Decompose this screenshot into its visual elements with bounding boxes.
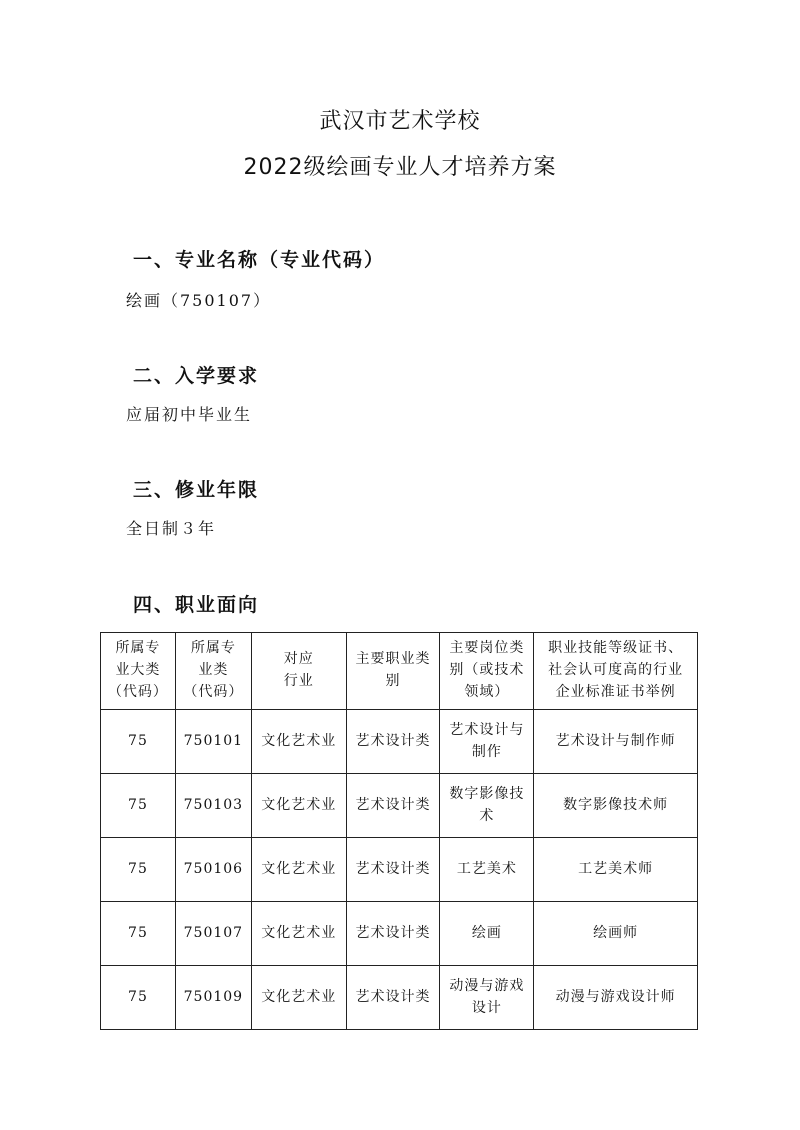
cell-text-line: 艺术设计类 xyxy=(355,796,431,813)
cell-text-line: 文化艺术业 xyxy=(261,860,337,877)
table-cell xyxy=(175,902,251,966)
table-cell xyxy=(440,966,534,1030)
cell-text-line: 设计 xyxy=(471,999,502,1016)
cell-text-line: 750107 xyxy=(183,924,244,941)
cell-text-line: 动漫与游戏设计师 xyxy=(555,988,676,1005)
cell-text-line: 数字影像技术师 xyxy=(563,796,669,813)
table-cell xyxy=(440,902,534,966)
section-heading-career: 四、职业面向 xyxy=(133,594,260,616)
career-table xyxy=(100,632,698,1030)
major-name-text: 绘画（750107） xyxy=(126,291,272,310)
cell-text-line: 绘画 xyxy=(471,924,502,941)
cell-text-line: 75 xyxy=(128,796,148,813)
cell-text-line: 工艺美术师 xyxy=(578,860,654,877)
cell-text-line: 所属专 xyxy=(190,640,236,657)
cell-text-line: （代码） xyxy=(183,683,244,700)
table-cell xyxy=(101,774,176,838)
cell-text-line: 750103 xyxy=(183,796,244,813)
cell-text-line: 别 xyxy=(385,673,401,689)
cell-text-line: 主要岗位类 xyxy=(449,640,525,657)
table-row xyxy=(101,838,698,902)
table-cell xyxy=(346,774,440,838)
table-cell xyxy=(346,902,440,966)
cell-text-line: 750106 xyxy=(183,860,244,877)
table-cell xyxy=(251,966,346,1030)
table-header-cell xyxy=(440,633,534,710)
table-cell xyxy=(175,774,251,838)
cell-text-line: 750101 xyxy=(183,732,244,749)
table-cell xyxy=(175,966,251,1030)
table-cell xyxy=(251,838,346,902)
cell-text-line: 术 xyxy=(479,807,495,824)
cell-text-line: 艺术设计类 xyxy=(355,924,431,941)
cell-text-line: 制作 xyxy=(471,743,502,760)
table-cell xyxy=(534,774,698,838)
cell-text-line: 职业技能等级证书、 xyxy=(548,640,684,657)
table-cell xyxy=(101,902,176,966)
table-cell xyxy=(101,710,176,774)
cell-text-line: 75 xyxy=(128,732,148,749)
cell-text-line: 动漫与游戏 xyxy=(449,977,525,994)
table-header-cell xyxy=(251,633,346,710)
table-header-cell xyxy=(175,633,251,710)
cell-text-line: 艺术设计类 xyxy=(355,860,431,877)
cell-text-line: 艺术设计与制作师 xyxy=(555,732,676,749)
cell-text-line: 工艺美术 xyxy=(456,860,517,877)
table-cell xyxy=(534,838,698,902)
cell-text-line: 文化艺术业 xyxy=(261,732,337,749)
table-header-cell xyxy=(534,633,698,710)
cell-text-line: 主要职业类 xyxy=(355,651,431,668)
cell-text-line: 企业标准证书举例 xyxy=(555,683,676,700)
cell-text-line: 75 xyxy=(128,988,148,1005)
cell-text-line: 艺术设计与 xyxy=(449,721,525,738)
table-row xyxy=(101,902,698,966)
table-row xyxy=(101,966,698,1030)
document-subtitle: 2022级绘画专业人才培养方案 xyxy=(243,155,557,180)
cell-text-line: 业大类 xyxy=(115,662,161,679)
table-cell xyxy=(346,710,440,774)
table-cell xyxy=(101,966,176,1030)
table-cell xyxy=(534,710,698,774)
admission-text: 应届初中毕业生 xyxy=(126,405,253,424)
table-cell xyxy=(101,838,176,902)
cell-text-line: 业类 xyxy=(198,662,229,679)
table-cell xyxy=(440,838,534,902)
cell-text-line: 行业 xyxy=(283,673,314,689)
table-row xyxy=(101,774,698,838)
table-header-cell xyxy=(346,633,440,710)
cell-text-line: 领域） xyxy=(464,683,510,700)
table-cell xyxy=(251,710,346,774)
cell-text-line: 750109 xyxy=(183,988,244,1005)
cell-text-line: 绘画师 xyxy=(593,924,639,941)
cell-text-line: 75 xyxy=(128,860,148,877)
document-title: 武汉市艺术学校 xyxy=(319,109,481,134)
table-cell xyxy=(534,902,698,966)
cell-text-line: （代码） xyxy=(107,683,168,700)
table-header-row xyxy=(101,633,698,710)
cell-text-line: 文化艺术业 xyxy=(261,924,337,941)
table-cell xyxy=(440,710,534,774)
table-cell xyxy=(251,902,346,966)
table-cell xyxy=(440,774,534,838)
cell-text-line: 艺术设计类 xyxy=(355,732,431,749)
cell-text-line: 75 xyxy=(128,924,148,941)
table-header-cell xyxy=(101,633,176,710)
cell-text-line: 艺术设计类 xyxy=(355,988,431,1005)
section-heading-admission: 二、入学要求 xyxy=(133,365,260,387)
section-heading-major-name: 一、专业名称（专业代码） xyxy=(133,249,386,271)
cell-text-line: 社会认可度高的行业 xyxy=(548,662,684,679)
table-cell xyxy=(175,838,251,902)
cell-text-line: 所属专 xyxy=(115,640,161,657)
cell-text-line: 对应 xyxy=(283,651,314,668)
section-heading-duration: 三、修业年限 xyxy=(133,479,260,501)
cell-text-line: 文化艺术业 xyxy=(261,796,337,813)
table-cell xyxy=(346,838,440,902)
table-cell xyxy=(175,710,251,774)
duration-text: 全日制３年 xyxy=(126,519,217,538)
table-cell xyxy=(251,774,346,838)
career-table-body xyxy=(101,710,698,1030)
cell-text-line: 别（或技术 xyxy=(449,662,525,679)
career-table-header xyxy=(101,633,698,710)
cell-text-line: 文化艺术业 xyxy=(261,988,337,1005)
cell-text-line: 数字影像技 xyxy=(449,785,525,802)
table-cell xyxy=(534,966,698,1030)
table-row xyxy=(101,710,698,774)
table-cell xyxy=(346,966,440,1030)
